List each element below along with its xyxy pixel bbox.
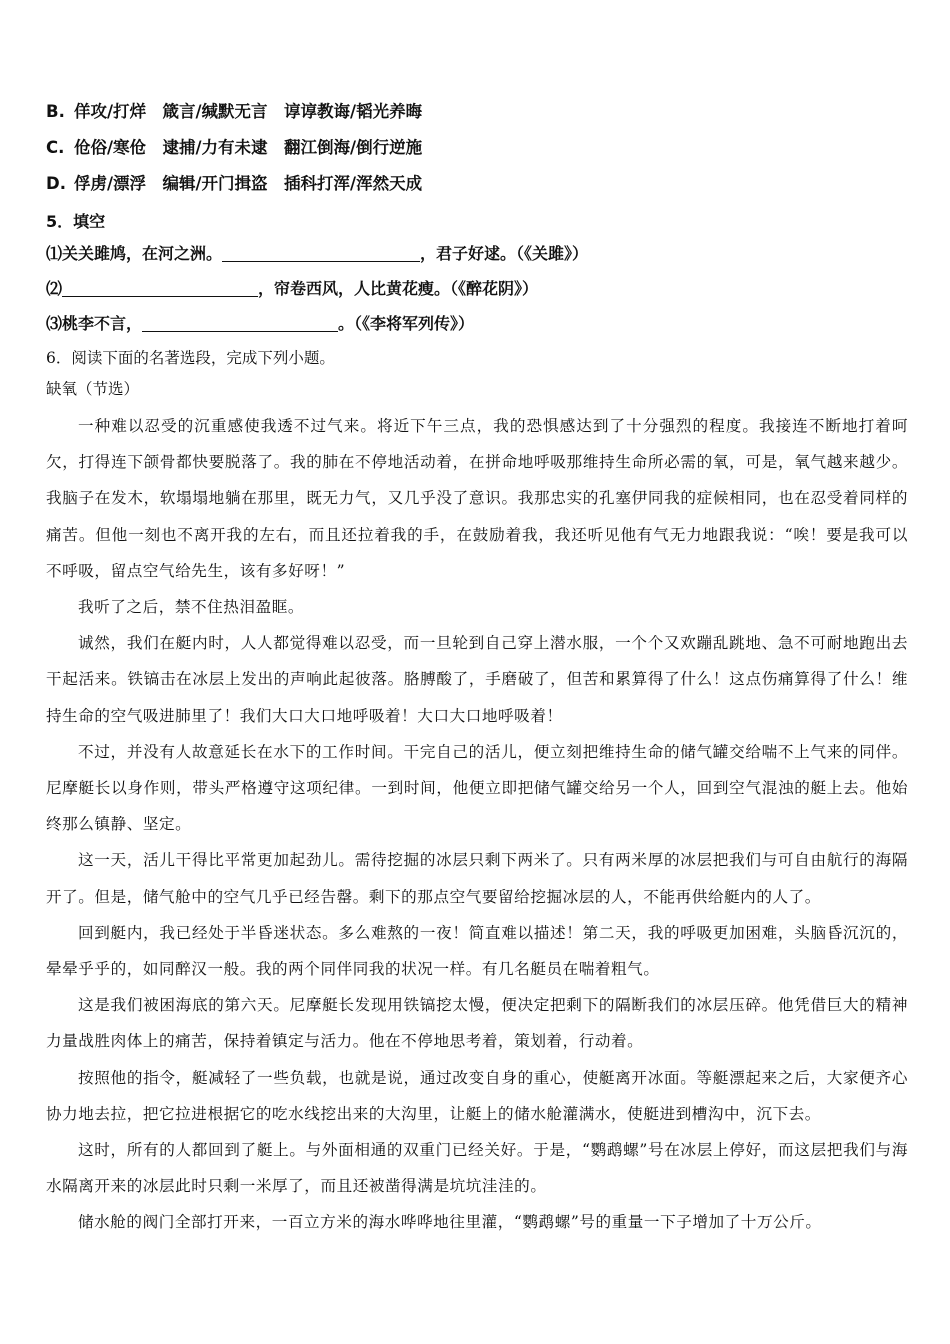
option-b [46, 98, 422, 122]
option-text: 佯攻/打烊 箴言/缄默无言 谆谆教诲/韬光养晦 [74, 102, 423, 121]
passage-paragraph: 诚然，我们在艇内时，人人都觉得难以忍受，而一旦轮到自己穿上潜水服，一个个又欢蹦乱跳地、急不可耐地跑出去干起活来。铁镐击在冰层上发出的声响此起彼落。胳膊酸了，手磨破了，但苦和累算得了什么！这点伤痛算得了什么！维持生命的空气吸进肺里了！我们大口大口地呼吸着！大口大口地呼吸着！ [46, 634, 908, 725]
answer-blank[interactable] [62, 280, 258, 297]
option-c [46, 134, 422, 158]
passage-paragraph: 这是我们被困海底的第六天。尼摩艇长发现用铁镐挖太慢，便决定把剩下的隔断我们的冰层压碎。他凭借巨大的精神力量战胜肉体上的痛苦，保持着镇定与活力。他在不停地思考着，策划着，行动着。 [46, 996, 908, 1051]
option-label: C. [46, 138, 65, 157]
passage-paragraph: 我听了之后，禁不住热泪盈眶。 [78, 598, 305, 617]
reading-passage [46, 408, 908, 1241]
option-label: D. [46, 174, 66, 193]
fill-item-1 [46, 241, 588, 264]
answer-blank[interactable] [222, 245, 420, 262]
question-6-title: 6．阅读下面的名著选段，完成下列小题。 [46, 349, 335, 367]
question-5-title: 5．填空 [46, 212, 106, 231]
option-text: 俘虏/漂浮 编辑/开门揖盗 插科打浑/浑然天成 [74, 174, 423, 193]
item-number: ⑴ [46, 244, 63, 263]
option-text: 伧俗/寒伧 逮捕/力有未逮 翻江倒海/倒行逆施 [74, 138, 423, 157]
option-d [46, 170, 422, 194]
item-before: 关关雎鸠，在河之洲。 [62, 244, 223, 263]
item-number: ⑶ [46, 314, 63, 333]
item-number: ⑵ [46, 279, 63, 298]
passage-paragraph: 这一天，活儿干得比平常更加起劲儿。需待挖掘的冰层只剩下两米了。只有两米厚的冰层把我们与可自由航行的海隔开了。但是，储气舱中的空气几乎已经告罄。剩下的那点空气要留给挖掘冰层的人，不能再供给艇内的人了。 [46, 851, 908, 906]
item-after: ，帘卷西风，人比黄花瘦。（《醉花阴》） [258, 279, 539, 298]
passage-paragraph: 回到艇内，我已经处于半昏迷状态。多么难熬的一夜！简直难以描述！第二天，我的呼吸更加困难，头脑昏沉沉的，晕晕乎乎的，如同醉汉一般。我的两个同伴同我的状况一样。有几名艇员在喘着粗气。 [46, 923, 908, 979]
passage-title: 缺氧（节选） [46, 380, 140, 398]
passage-paragraph: 储水舱的阀门全部打开来，一百立方米的海水哗哗地往里灌，“鹦鹉螺”号的重量一下子增加了十万公斤。 [78, 1213, 822, 1232]
option-label: B. [46, 102, 65, 121]
fill-item-2 [46, 276, 538, 299]
item-before: 桃李不言， [62, 314, 143, 333]
passage-paragraph: 一种难以忍受的沉重感使我透不过气来。将近下午三点，我的恐惧感达到了十分强烈的程度。我接连不断地打着呵欠，打得连下颌骨都快要脱落了。我的肺在不停地活动着，在拼命地呼吸那维持生命所必需的氧，可是，氧气越来越少。我脑子在发木，软塌塌地躺在那里，既无力气，又几乎没了意识。我那忠实的孔塞伊同我的症候相同，也在忍受着同样的痛苦。但他一刻也不离开我的左右，而且还拉着我的手，在鼓励着我，我还听见他有气无力地跟我说：“唉！要是我可以不呼吸，留点空气给先生，该有多好呀！” [46, 417, 908, 580]
fill-item-3 [46, 311, 474, 334]
item-after: 。（《李将军列传》） [338, 314, 475, 333]
passage-paragraph: 按照他的指令，艇减轻了一些负载，也就是说，通过改变自身的重心，使艇离开冰面。等艇漂起来之后，大家便齐心协力地去拉，把它拉进根据它的吃水线挖出来的大沟里，让艇上的储水舱灌满水，使艇进到槽沟中，沉下去。 [46, 1068, 908, 1123]
passage-paragraph: 这时，所有的人都回到了艇上。与外面相通的双重门已经关好。于是，“鹦鹉螺”号在冰层上停好，而这层把我们与海水隔离开来的冰层此时只剩一米厚了，而且还被凿得满是坑坑洼洼的。 [46, 1141, 908, 1196]
answer-blank[interactable] [142, 315, 338, 332]
passage-paragraph: 不过，并没有人故意延长在水下的工作时间。干完自己的活儿，便立刻把维持生命的储气罐交给喘不上气来的同伴。尼摩艇长以身作则，带头严格遵守这项纪律。一到时间，他便立即把储气罐交给另一个人，回到空气混浊的艇上去。他始终那么镇静、坚定。 [46, 742, 908, 834]
item-after: ，君子好逑。（《关雎》） [420, 244, 589, 263]
